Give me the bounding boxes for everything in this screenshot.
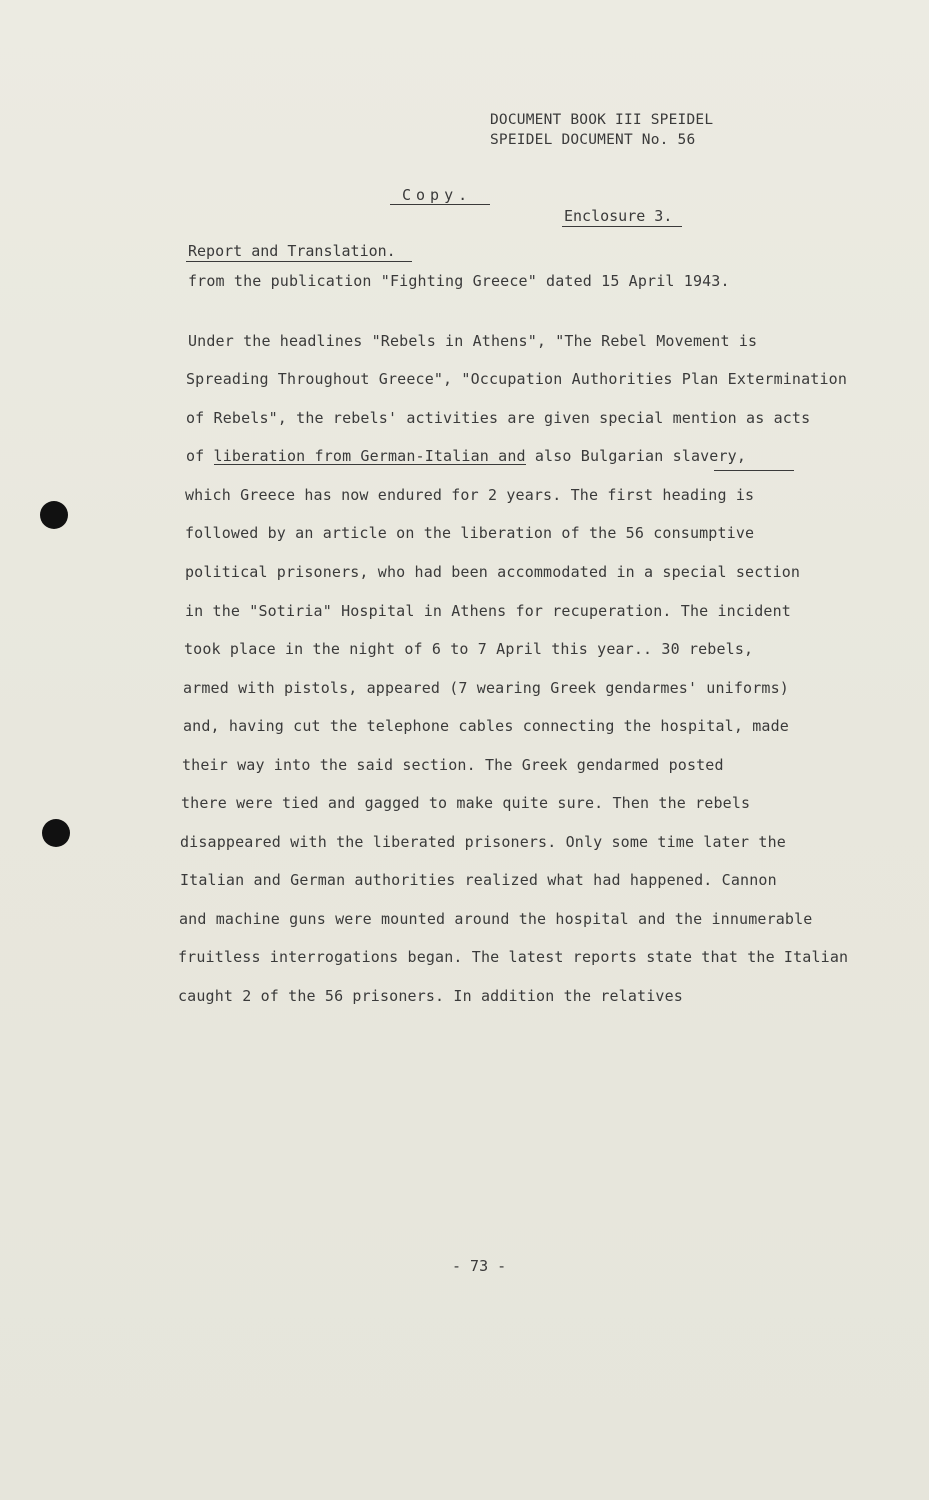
copy-label: Copy. <box>402 186 473 204</box>
enclosure-underline <box>562 226 682 227</box>
body-line: followed by an article on the liberation of the 56 consumptive <box>185 524 755 542</box>
body-line: of liberation from German-Italian and also Bulgarian slavery, <box>186 447 747 465</box>
body-line: fruitless interrogations began. The latest reports state that the Italian <box>178 948 849 966</box>
body-line: which Greece has now endured for 2 years. The first heading is <box>185 486 755 504</box>
body-line: and machine guns were mounted around the hospital and the innumerable <box>179 910 813 928</box>
slavery-underline <box>714 470 794 471</box>
body-line: Spreading Throughout Greece", "Occupation Authorities Plan Extermination <box>186 370 848 388</box>
report-title: Report and Translation. <box>188 242 396 260</box>
enclosure-label: Enclosure 3. <box>564 207 673 225</box>
report-title-underline <box>186 261 412 262</box>
copy-underline <box>390 204 490 205</box>
punch-hole-bottom <box>42 819 70 847</box>
document-book-header: DOCUMENT BOOK III SPEIDEL <box>490 112 714 128</box>
body-line: and, having cut the telephone cables connecting the hospital, made <box>183 717 789 735</box>
punch-hole-top <box>40 501 68 529</box>
liberation-underline <box>214 464 526 465</box>
intro-line: from the publication "Fighting Greece" dated 15 April 1943. <box>188 272 730 290</box>
body-line: of Rebels", the rebels' activities are given special mention as acts <box>186 409 811 427</box>
body-line: armed with pistols, appeared (7 wearing Greek gendarmes' uniforms) <box>183 679 789 697</box>
body-line: took place in the night of 6 to 7 April this year.. 30 rebels, <box>184 640 754 658</box>
body-line: political prisoners, who had been accommodated in a special section <box>185 563 801 581</box>
body-line: Under the headlines "Rebels in Athens", "The Rebel Movement is <box>188 332 758 350</box>
body-line: there were tied and gagged to make quite sure. Then the rebels <box>181 794 751 812</box>
body-line: Italian and German authorities realized what had happened. Cannon <box>180 871 777 889</box>
body-line: caught 2 of the 56 prisoners. In addition the relatives <box>178 987 683 1005</box>
body-line: their way into the said section. The Greek gendarmed posted <box>182 756 724 774</box>
body-line: disappeared with the liberated prisoners. Only some time later the <box>180 833 786 851</box>
document-number-header: SPEIDEL DOCUMENT No. 56 <box>490 132 696 148</box>
body-line: in the "Sotiria" Hospital in Athens for recuperation. The incident <box>185 602 791 620</box>
page-number: - 73 - <box>452 1257 507 1275</box>
